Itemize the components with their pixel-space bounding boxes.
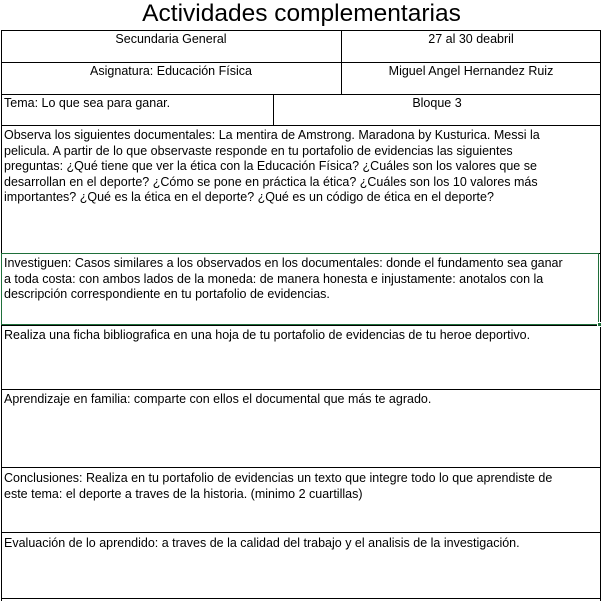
row-divider bbox=[1, 598, 601, 599]
row-divider bbox=[1, 389, 601, 390]
investigate-line: descripción correspondiente en tu portafolio de evidencias. bbox=[4, 287, 330, 301]
documentaries-line: importantes? ¿Qué es la ética en el deporte? ¿Qué es un código de ética en el deporte? bbox=[4, 190, 494, 204]
block-cell[interactable]: Bloque 3 bbox=[412, 96, 462, 110]
row-divider bbox=[1, 94, 601, 95]
conclusions-section[interactable] bbox=[4, 471, 598, 502]
fill-handle[interactable] bbox=[597, 322, 602, 327]
selected-cell-border bbox=[1, 253, 599, 325]
evaluation-section[interactable] bbox=[4, 536, 598, 552]
documentaries-line: pelicula. A partir de lo que observaste responde en tu portafolio de evidencias las siguientes bbox=[4, 143, 513, 158]
conclusions-line: Conclusiones: Realiza en tu portafolio de evidencias un texto que integre todo lo que aprendiste de bbox=[4, 471, 553, 485]
row-divider bbox=[1, 62, 601, 63]
school-cell[interactable]: Secundaria General bbox=[115, 32, 227, 46]
row-divider bbox=[1, 467, 601, 468]
documentaries-line: preguntas: ¿Qué tiene que ver la ética con la Educación Física? ¿Cuáles son los valores que se bbox=[4, 159, 537, 173]
family-section[interactable] bbox=[4, 392, 598, 408]
documentaries-line: Observa los siguientes documentales: La mentira de Amstrong. Maradona by Kusturica. Messi la bbox=[4, 128, 540, 142]
evaluation-line: Evaluación de lo aprendido: a traves de la calidad del trabajo y el analisis de la investigación. bbox=[4, 536, 520, 550]
row-divider bbox=[1, 30, 601, 31]
topic-cell[interactable]: Tema: Lo que sea para ganar. bbox=[4, 96, 171, 110]
conclusions-line: este tema: el deporte a traves de la historia. (minimo 2 cuartillas) bbox=[4, 486, 363, 501]
row-divider bbox=[1, 125, 601, 126]
page-title: Actividades complementarias bbox=[142, 0, 461, 27]
documentaries-section[interactable] bbox=[4, 128, 598, 206]
documentaries-line: desarrollan en el deporte? ¿Cómo se pone en práctica la ética? ¿Cuáles son los 10 valores más bbox=[4, 174, 538, 189]
row-divider bbox=[1, 532, 601, 533]
dates-cell[interactable]: 27 al 30 deabril bbox=[428, 32, 514, 46]
row-divider bbox=[1, 325, 601, 326]
family-line: Aprendizaje en familia: comparte con ellos el documental que más te agrado. bbox=[4, 392, 432, 406]
bibliographic-line: Realiza una ficha bibliografica en una hoja de tu portafolio de evidencias de tu heroe deportivo. bbox=[4, 328, 531, 342]
subject-cell[interactable]: Asignatura: Educación Física bbox=[90, 64, 252, 78]
investigate-line: Investiguen: Casos similares a los observados en los documentales: donde el fundamento sea ganar bbox=[4, 256, 563, 270]
investigate-line: a toda costa: con ambos lados de la moneda: de manera honesta e injustamente: anotalos con la bbox=[4, 271, 544, 286]
bibliographic-section[interactable] bbox=[4, 328, 598, 344]
teacher-cell[interactable]: Miguel Angel Hernandez Ruiz bbox=[388, 64, 554, 78]
